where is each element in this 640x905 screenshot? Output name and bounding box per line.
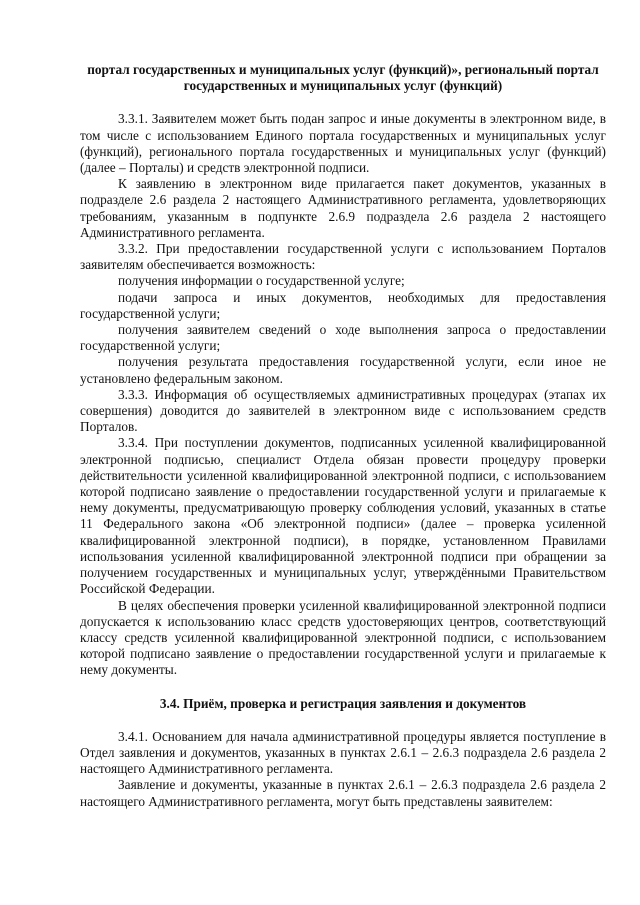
- paragraph-3-3-3: 3.3.3. Информация об осуществляемых административных процедурах (этапах их совершения) доводится до заявителей в электронном виде с использованием средств Порталов.: [80, 386, 606, 435]
- paragraph-signature-check: В целях обеспечения проверки усиленной квалифицированной электронной подписи допускается к использованию класс средств удостоверяющих центров, соответствующий классу средств усиленной квалифицированной электронной подписи, с использованием которой подписано заявление о предоставлении государственной услуги и прилагаемые к нему документы.: [80, 597, 606, 678]
- list-item-info: получения информации о государственной услуге;: [118, 273, 405, 289]
- document-page: [80, 62, 606, 810]
- section-heading-3-4: 3.4. Приём, проверка и регистрация заявления и документов: [159, 695, 527, 711]
- list-item-result: получения результата предоставления государственной услуги, если иное не установлено федеральным законом.: [80, 354, 606, 386]
- paragraph-3-3-2: 3.3.2. При предоставлении государственной услуги с использованием Порталов заявителям обеспечивается возможность:: [80, 241, 606, 273]
- paragraph-3-3-4: 3.3.4. При поступлении документов, подписанных усиленной квалифицированной электронной подписью, специалист Отдела обязан провести процедуру проверки действительности усиленной квалифицированной электронной подписи, с использованием которой подписано заявление о предоставлении государственной услуги и прилагаемые к нему документы, предусматривающую проверку соблюдения условий, указанных в статье 11 Федерального закона «Об электронной подписи» (далее – проверка усиленной квалифицированной электронной подписи), в порядке, установленном Правилами использования усиленной квалифицированной электронной подписи при обращении за получением государственных и муниципальных услуг, утверждёнными Правительством Российской Федерации.: [80, 435, 606, 597]
- paragraph-submission-methods: Заявление и документы, указанные в пунктах 2.6.1 – 2.6.3 подраздела 2.6 раздела 2 настоящего Административного регламента, могут быть представлены заявителем:: [80, 777, 606, 809]
- list-item-submission: подачи запроса и иных документов, необходимых для предоставления государственной услуги;: [80, 289, 606, 321]
- paragraph-3-4-1: 3.4.1. Основанием для начала административной процедуры является поступление в Отдел заявления и документов, указанных в пунктах 2.6.1 – 2.6.3 подраздела 2.6 раздела 2 настоящего Административного регламента.: [80, 728, 606, 777]
- document-heading-top: портал государственных и муниципальных услуг (функций)», региональный портал государственных и муниципальных услуг (функций): [87, 62, 599, 94]
- paragraph-attachments: К заявлению в электронном виде прилагается пакет документов, указанных в подразделе 2.6 раздела 2 настоящего Административного регламента, удовлетворяющих требованиям, указанным в подпункте 2.6.9 подраздела 2.6 раздела 2 настоящего Административного регламента.: [80, 176, 606, 240]
- list-item-status: получения заявителем сведений о ходе выполнения запроса о предоставлении государственной услуги;: [80, 322, 606, 354]
- paragraph-3-3-1: 3.3.1. Заявителем может быть подан запрос и иные документы в электронном виде, в том числе с использованием Единого портала государственных и муниципальных услуг (функций), регионального портала государственных и муниципальных услуг (функций) (далее – Порталы) и средств электронной подписи.: [80, 111, 606, 176]
